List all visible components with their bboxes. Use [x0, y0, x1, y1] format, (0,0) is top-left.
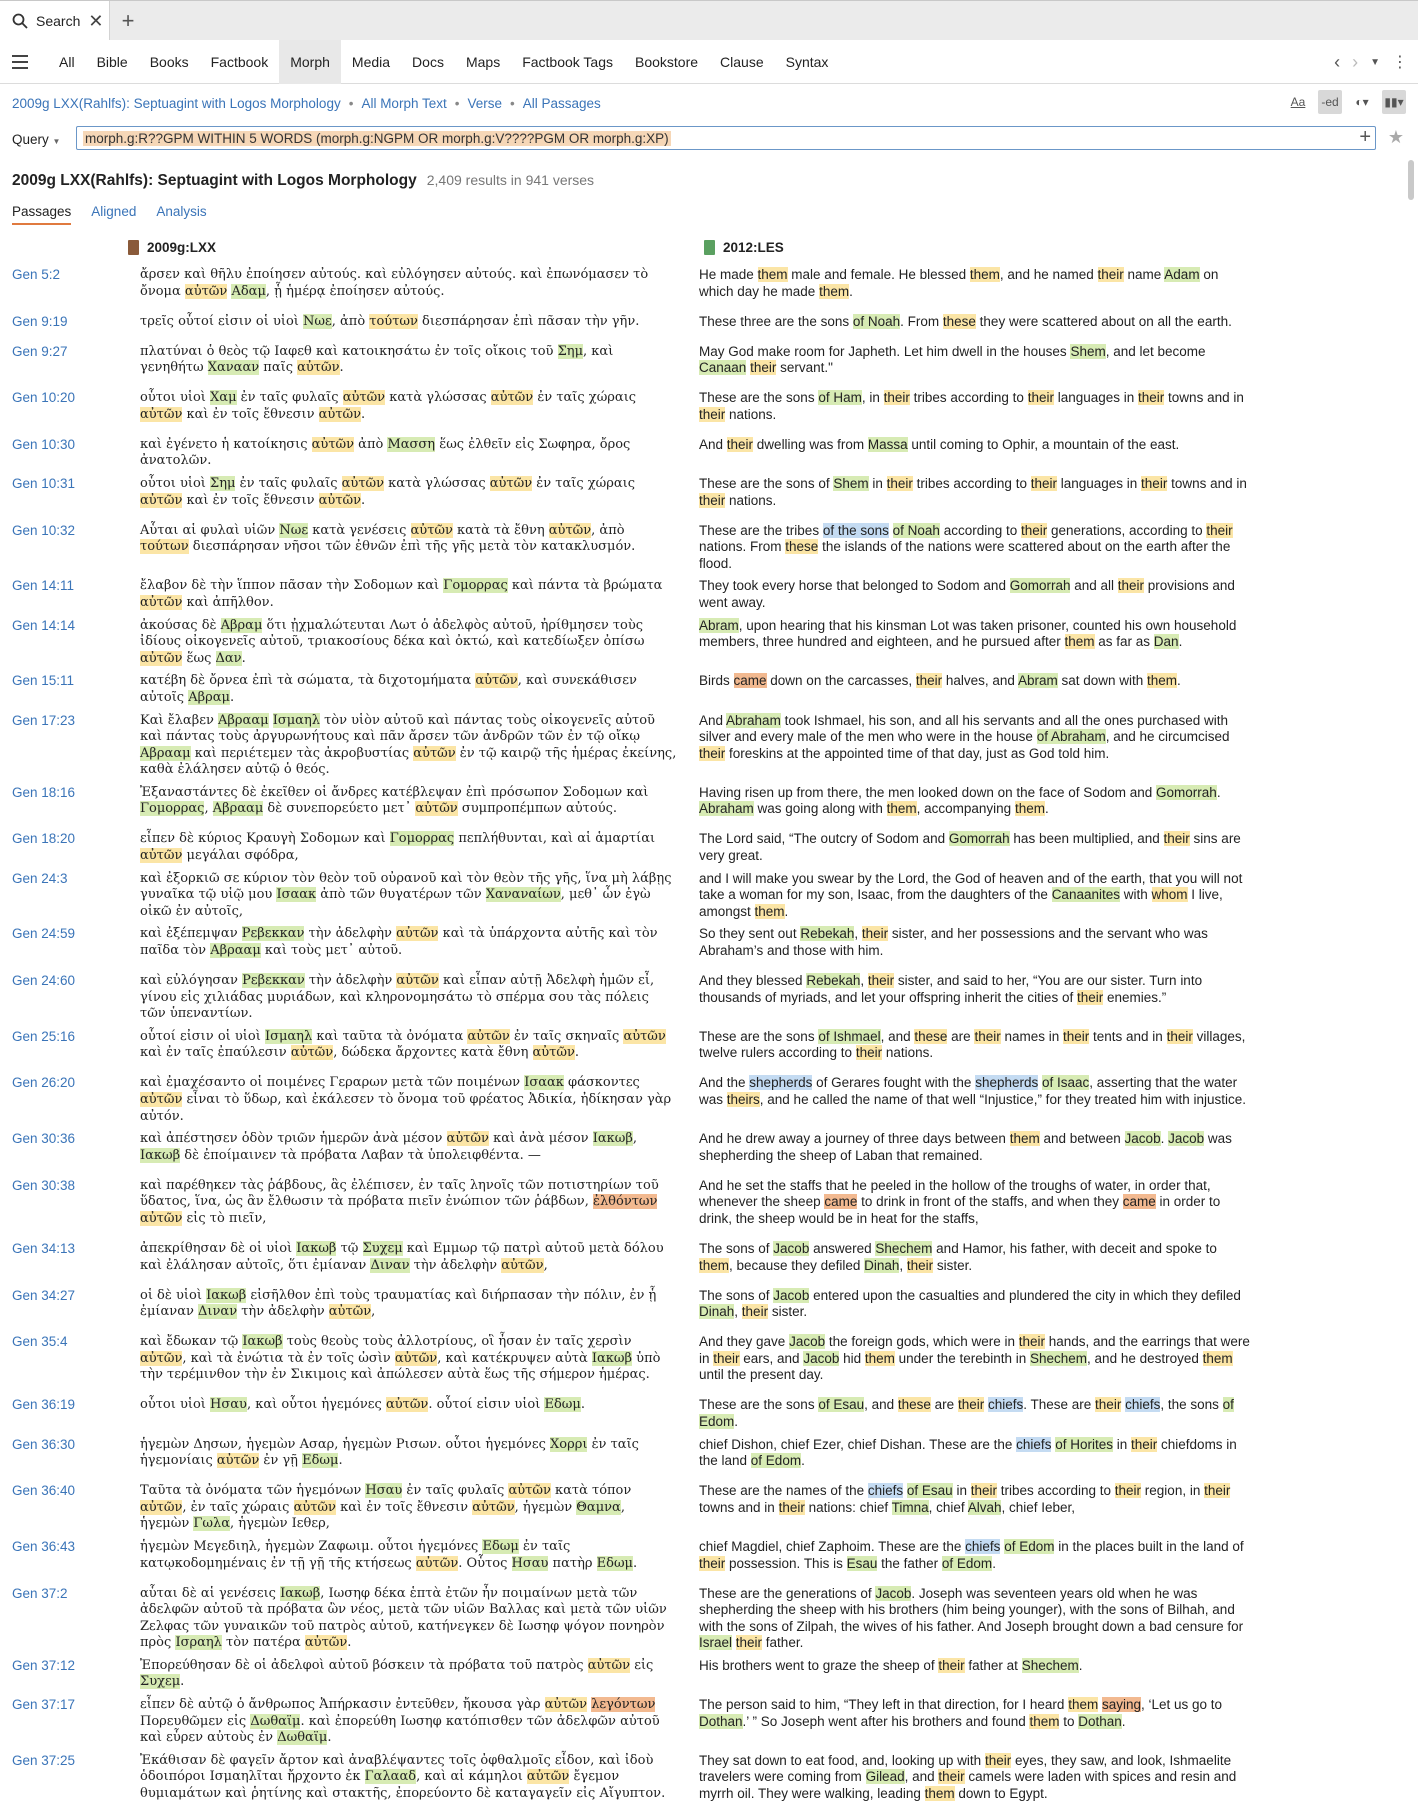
lxx-verse-text[interactable]: εἶπεν δὲ αὐτῷ ὁ ἄνθρωπος Ἀπήρκασιν ἐντεῦθεν, ἤκουσα γὰρ αὐτῶν λεγόντων Πορευθῶμεν εἰς Δωθαϊμ. καὶ ἐπορεύθη Ιωσηφ κατόπισθεν τῶν ἀδελφῶν αὐτοῦ καὶ εὗρεν αὐτοὺς ἐν Δωθαϊμ. [140, 1697, 660, 1746]
verse-reference-link[interactable]: Gen 5:2 [12, 267, 61, 282]
verse-reference-link[interactable]: Gen 34:27 [12, 1287, 76, 1303]
lxx-verse-text[interactable]: Ταῦτα τὰ ὀνόματα τῶν ἡγεμόνων Ησαυ ἐν ταῖς φυλαῖς αὐτῶν κατὰ τόπον αὐτῶν, ἐν ταῖς χώραις αὐτῶν καὶ ἐν τοῖς ἔθνεσιν αὐτῶν, ἡγεμὼν Θαμνα, ἡγεμὼν Γωλα, ἡγεμὼν Ιεθερ, [140, 1483, 632, 1532]
lxx-verse-text[interactable]: καὶ ἐμαχέσαντο οἱ ποιμένες Γεραρων μετὰ τῶν ποιμένων Ισαακ φάσκοντες αὐτῶν εἶναι τὸ ὕδωρ, καὶ ἐκάλεσεν τὸ ὄνομα τοῦ φρέατος Ἀδικία, ἠδίκησαν γὰρ αὐτόν. [140, 1075, 672, 1124]
verse-reference-link[interactable]: Gen 18:16 [12, 784, 76, 800]
query-text: morph.g:R??GPM WITHIN 5 WORDS (morph.g:NGPM OR morph.g:V????PGM OR morph.g:XP) [85, 130, 669, 146]
les-verse-text[interactable]: The sons of Jacob entered upon the casualties and plundered the city in which they defiled Dinah, their sister. [699, 1287, 1241, 1320]
table-row [0, 341, 1418, 388]
lxx-verse-text[interactable]: οὗτοι υἱοὶ Χαμ ἐν ταῖς φυλαῖς αὐτῶν κατὰ γλώσσας αὐτῶν ἐν ταῖς χώραις αὐτῶν καὶ ἐν τοῖς ἔθνεσιν αὐτῶν. [140, 390, 637, 422]
table-row [0, 1694, 1418, 1750]
table-row [0, 923, 1418, 970]
lxx-verse-text[interactable]: ἄρσεν καὶ θῆλυ ἐποίησεν αὐτούς. καὶ εὐλόγησεν αὐτούς. καὶ ἐπωνόμασεν τὸ ὄνομα αὐτῶν Αδαμ, ᾗ ἡμέρᾳ ἐποίησεν αὐτούς. [140, 267, 649, 299]
verse-reference-link[interactable]: Gen 10:30 [12, 436, 76, 452]
table-row [0, 1655, 1418, 1694]
back-icon[interactable]: ‹ [1334, 51, 1341, 72]
lxx-verse-text[interactable]: ἡγεμὼν Δησων, ἡγεμὼν Ασαρ, ἡγεμὼν Ρισων. οὗτοι ἡγεμόνες Χορρι ἐν ταῖς ἡγεμονίαις αὐτῶν ἐν γῇ Εδωμ. [140, 1436, 639, 1469]
les-verse-text[interactable]: chief Dishon, chief Ezer, chief Dishan. These are the chiefs of Horites in their chiefdoms in the land of Edom. [699, 1436, 1237, 1469]
nav-factbook-tags[interactable]: Factbook Tags [522, 53, 613, 70]
verse-reference-link[interactable]: Gen 30:36 [12, 1131, 76, 1147]
lxx-verse-text[interactable]: οὗτοι υἱοὶ Ησαυ, καὶ οὗτοι ἡγεμόνες αὐτῶν. οὗτοί εἰσιν υἱοὶ Εδωμ. [140, 1397, 585, 1413]
verse-reference-link[interactable]: Gen 25:16 [12, 1028, 76, 1044]
table-row [0, 1026, 1418, 1073]
les-verse-text[interactable]: and I will make you swear by the Lord, the God of heaven and of the earth, that you will not take a woman for my son, Isaac, from the daughters of the Canaanites with whom I live, amongst them. [699, 870, 1243, 919]
les-verse-text[interactable]: These are the sons of Esau, and these are their chiefs. These are their chiefs, the sons of Edom. [699, 1397, 1234, 1429]
lxx-verse-text[interactable]: καὶ ἐξορκιῶ σε κύριον τὸν θεὸν τοῦ οὐρανοῦ καὶ τὸν θεὸν τῆς γῆς, ἵνα μὴ λάβῃς γυναῖκα τῷ υἱῷ μου Ισαακ ἀπὸ τῶν θυγατέρων τῶν Χαναναίων, μεθ᾿ ὧν ἐγὼ οἰκῶ ἐν αὐτοῖς, [140, 870, 672, 919]
lxx-verse-text[interactable]: καὶ παρέθηκεν τὰς ῥάβδους, ἃς ἐλέπισεν, ἐν ταῖς ληνοῖς τῶν ποτιστηρίων τοῦ ὕδατος, ἵνα, ὡς ἂν ἔλθωσιν τὰ πρόβατα πιεῖν ἐνώπιον τῶν ῥάβδων, ἐλθόντων αὐτῶν εἰς τὸ πιεῖν, [140, 1177, 659, 1226]
lxx-verse-text[interactable]: Αὗται αἱ φυλαὶ υἱῶν Νωε κατὰ γενέσεις αὐτῶν κατὰ τὰ ἔθνη αὐτῶν, ἀπὸ τούτων διεσπάρησαν νῆσοι τῶν ἐθνῶν ἐπὶ τῆς γῆς μετὰ τὸν κατακλυσμόν. [140, 522, 636, 555]
table-row [0, 828, 1418, 867]
table-row [0, 520, 1418, 576]
tab-analysis[interactable]: Analysis [156, 204, 207, 219]
les-verse-text[interactable]: The person said to him, “They left in that direction, for I heard them saying, ‘Let us go to Dothan.’ ” So Joseph went after his brothers and found them to Dothan. [699, 1697, 1223, 1729]
verse-reference-link[interactable]: Gen 37:2 [12, 1585, 68, 1601]
nav-morph[interactable]: Morph [279, 40, 341, 84]
tab-search[interactable] [0, 1, 110, 40]
results-header [0, 156, 1418, 204]
les-verse-text[interactable]: These are the tribes of the sons of Noah according to their generations, according to their nations. From these the islands of the nations were scattered about on the earth after the flood. [699, 522, 1233, 571]
crumb-resource[interactable]: 2009g LXX(Rahlfs): Septuagint with Logos Morphology [12, 95, 341, 111]
column-lxx[interactable] [128, 240, 216, 255]
table-row [0, 1331, 1418, 1394]
verse-reference-link[interactable]: Gen 14:14 [12, 617, 76, 633]
les-verse-text[interactable]: Abram, upon hearing that his kinsman Lot was taken prisoner, counted his own household members, three hundred and eighteen, and he pursued after them as far as Dan. [699, 617, 1237, 650]
verse-reference-link[interactable]: Gen 24:3 [12, 870, 68, 886]
les-verse-text[interactable]: So they sent out Rebekah, their sister, and her possessions and the servant who was Abraham’s and those with him. [699, 926, 1208, 959]
table-row [0, 1434, 1418, 1481]
les-verse-text[interactable]: And Abraham took Ishmael, his son, and all his servants and all the ones purchased with silver and every male of the men who were in the house of Abraham, and he circumcised their foreskins at the appointed time of that day, just as God told him. [699, 712, 1230, 761]
results-count: 2,409 results in 941 verses [426, 172, 595, 188]
les-verse-text[interactable]: The Lord said, “The outcry of Sodom and Gomorrah has been multiplied, and their sins are very great. [699, 831, 1241, 864]
table-row [0, 1285, 1418, 1332]
crumb-morph-text[interactable]: All Morph Text [361, 95, 447, 111]
crumb-passages[interactable]: All Passages [522, 95, 601, 111]
les-verse-text[interactable]: And their dwelling was from Massa until coming to Ophir, a mountain of the east. [699, 436, 1180, 452]
column-headers [0, 234, 1418, 264]
les-verse-text[interactable]: These are the generations of Jacob. Joseph was seventeen years old when he was shepherding the sheep with his brothers (him being younger), with the sons of Bilhah, and with the sons of Zilpah, the wives of his father. And Joseph brought down a bad censure for Israel their father. [699, 1585, 1244, 1651]
les-verse-text[interactable]: The sons of Jacob answered Shechem and Hamor, his father, with deceit and spoke to them, because they defiled Dinah, their sister. [699, 1240, 1217, 1273]
nav-syntax[interactable]: Syntax [785, 53, 829, 70]
verse-reference-link[interactable]: Gen 36:30 [12, 1436, 76, 1452]
les-verse-text[interactable]: These are the sons of Ishmael, and these are their names in their tents and in their villages, twelve rulers according to their nations. [699, 1028, 1246, 1061]
table-row [0, 264, 1418, 311]
table-row [0, 1072, 1418, 1128]
tab-label: Search [36, 12, 81, 29]
breadcrumb [0, 84, 1418, 122]
lxx-verse-text[interactable]: ἔλαβον δὲ τὴν ἵππον πᾶσαν τὴν Σοδομων καὶ Γομορρας καὶ πάντα τὰ βρώματα αὐτῶν καὶ ἀπῆλθον. [140, 578, 663, 610]
lxx-verse-text[interactable]: ἀπεκρίθησαν δὲ οἱ υἱοὶ Ιακωβ τῷ Συχεμ καὶ Εμμωρ τῷ πατρὶ αὐτοῦ μετὰ δόλου καὶ ἐλάλησαν αὐτοῖς, ὅτι ἐμίαναν Διναν τὴν ἀδελφὴν αὐτῶν, [140, 1240, 664, 1273]
tab-passages[interactable]: Passages [12, 204, 71, 225]
lxx-verse-text[interactable]: καὶ ἔδωκαν τῷ Ιακωβ τοὺς θεοὺς τοὺς ἀλλοτρίους, οἳ ἦσαν ἐν ταῖς χερσὶν αὐτῶν, καὶ τὰ ἐνώτια τὰ ἐν τοῖς ὠσὶν αὐτῶν, καὶ κατέκρυψεν αὐτὰ Ιακωβ ὑπὸ τὴν τερέμινθον τὴν ἐν Σικιμοις καὶ ἀπώλεσεν αὐτὰ ἕως τῆς σήμερον ἡμέρας. [140, 1334, 661, 1383]
les-verse-text[interactable]: Birds came down on the carcasses, their halves, and Abram sat down with them. [699, 673, 1181, 689]
view-tabs [0, 204, 1418, 234]
les-verse-text[interactable]: And the shepherds of Gerares fought with the shepherds of Isaac, asserting that the water was theirs, and he called the name of that well “Injustice,” for they treated him with injustice. [699, 1075, 1247, 1107]
table-row [0, 670, 1418, 709]
inflection-button[interactable]: -ed [1318, 90, 1342, 114]
nav-clause[interactable]: Clause [720, 53, 764, 70]
table-row [0, 434, 1418, 473]
les-verse-text[interactable]: They sat down to eat food, and, looking up with their eyes, they saw, and look, Ishmaelite travelers were coming from Gilead, and their camels were laden with spices and resin and myrrh oil. They were walking, leading them down to Egypt. [699, 1752, 1237, 1802]
nav-bookstore[interactable]: Bookstore [634, 53, 699, 70]
results-list [0, 264, 1418, 1813]
lxx-verse-text[interactable]: πλατύναι ὁ θεὸς τῷ Ιαφεθ καὶ κατοικησάτω ἐν τοῖς οἴκοις τοῦ Σημ, καὶ γενηθήτω Χανααν παῖς αὐτῶν. [140, 343, 614, 376]
lxx-verse-text[interactable]: οἱ δὲ υἱοὶ Ιακωβ εἰσῆλθον ἐπὶ τοὺς τραυματίας καὶ διήρπασαν τὴν πόλιν, ἐν ᾗ ἐμίαναν Διναν τὴν ἀδελφὴν αὐτῶν, [140, 1287, 657, 1320]
verse-reference-link[interactable]: Gen 34:13 [12, 1240, 76, 1256]
table-row [0, 1480, 1418, 1536]
les-verse-text[interactable]: These are the names of the chiefs of Esau in their tribes according to their region, in their towns and in their nations: chief Timna, chief Alvah, chief Ieber, [699, 1483, 1231, 1515]
verse-reference-link[interactable]: Gen 26:20 [12, 1075, 76, 1091]
table-row [0, 1128, 1418, 1175]
verse-reference-link[interactable]: Gen 9:19 [12, 313, 68, 329]
nav-factbook[interactable]: Factbook [210, 53, 269, 70]
les-verse-text[interactable]: And he drew away a journey of three days between them and between Jacob. Jacob was shepherding the sheep of Laban that remained. [699, 1131, 1232, 1163]
book-icon [128, 240, 139, 255]
display-options [1286, 90, 1406, 114]
table-row [0, 868, 1418, 924]
lxx-verse-text[interactable]: οὗτοί εἰσιν οἱ υἱοὶ Ισμαηλ καὶ ταῦτα τὰ ὀνόματα αὐτῶν ἐν ταῖς σκηναῖς αὐτῶν καὶ ἐν ταῖς ἐπαύλεσιν αὐτῶν, δώδεκα ἄρχοντες κατὰ ἔθνη αὐτῶν. [140, 1028, 666, 1061]
query-input[interactable] [76, 126, 1376, 150]
table-row [0, 575, 1418, 614]
table-row [0, 710, 1418, 782]
lxx-verse-text[interactable]: καὶ ἐξέπεμψαν Ρεβεκκαν τὴν ἀδελφὴν αὐτῶν καὶ τὰ ὑπάρχοντα αὐτῆς καὶ τὸν παῖδα τὸν Αβρααμ καὶ τοὺς μετ᾿ αὐτοῦ. [140, 926, 658, 959]
verse-reference-link[interactable]: Gen 30:38 [12, 1177, 76, 1193]
lxx-verse-text[interactable]: κατέβη δὲ ὄρνεα ἐπὶ τὰ σώματα, τὰ διχοτομήματα αὐτῶν, καὶ συνεκάθισεν αὐτοῖς Αβραμ. [140, 673, 637, 705]
les-verse-text[interactable]: And they blessed Rebekah, their sister, and said to her, “You are our sister. Turn into thousands of myriads, and let your offspring inherit the cities of their enemies.” [699, 973, 1203, 1005]
crumb-separator: • [510, 95, 515, 111]
table-row [0, 1394, 1418, 1433]
search-kind-nav [0, 40, 1418, 84]
table-row [0, 311, 1418, 341]
les-verse-text[interactable]: These are the sons of Ham, in their tribes according to their languages in their towns and in their nations. [699, 390, 1244, 422]
query-row [0, 122, 1418, 156]
lxx-verse-text[interactable]: εἶπεν δὲ κύριος Κραυγὴ Σοδομων καὶ Γομορρας πεπλήθυνται, καὶ αἱ ἁμαρτίαι αὐτῶν μεγάλαι σφόδρα, [140, 831, 656, 864]
verse-reference-link[interactable]: Gen 36:43 [12, 1538, 76, 1554]
visual-filter-icon[interactable]: ◐▾ [1355, 95, 1369, 109]
verse-reference-link[interactable]: Gen 17:23 [12, 712, 76, 728]
tab-aligned[interactable]: Aligned [91, 204, 137, 219]
verse-reference-link[interactable]: Gen 35:4 [12, 1334, 68, 1350]
les-verse-text[interactable]: chief Magdiel, chief Zaphoim. These are the chiefs of Edom in the places built in the land of their possession. This is Esau the father of Edom. [699, 1538, 1244, 1571]
les-verse-text[interactable]: And they gave Jacob the foreign gods, which were in their hands, and the earrings that were in their ears, and Jacob hid them under the terebinth in Shechem, and he destroyed them until the present day. [699, 1334, 1250, 1383]
verse-reference-link[interactable]: Gen 37:25 [12, 1752, 76, 1768]
nav-media[interactable]: Media [351, 53, 391, 70]
book-icon [704, 240, 715, 255]
lxx-verse-text[interactable]: Ἐπορεύθησαν δὲ οἱ ἀδελφοὶ αὐτοῦ βόσκειν τὰ πρόβατα τοῦ πατρὸς αὐτῶν εἰς Συχεμ. [140, 1657, 654, 1690]
crumb-separator: • [454, 95, 460, 111]
column-les[interactable] [704, 240, 784, 255]
verse-reference-link[interactable]: Gen 37:12 [12, 1657, 76, 1673]
lxx-verse-text[interactable]: ἡγεμὼν Μεγεδιηλ, ἡγεμὼν Ζαφωιμ. οὗτοι ἡγεμόνες Εδωμ ἐν ταῖς κατῳκοδομημέναις ἐν τῇ γῇ τῆς κτήσεως αὐτῶν. Οὗτος Ησαυ πατὴρ Εδωμ. [140, 1538, 638, 1571]
les-verse-text[interactable]: They took every horse that belonged to Sodom and Gomorrah and all their provisions and went away. [699, 578, 1235, 610]
star-icon[interactable]: ★ [1387, 127, 1404, 147]
table-row [0, 615, 1418, 671]
results-title: 2009g LXX(Rahlfs): Septuagint with Logos Morphology [12, 172, 417, 189]
lxx-verse-text[interactable]: καὶ εὐλόγησαν Ρεβεκκαν τὴν ἀδελφὴν αὐτῶν καὶ εἶπαν αὐτῇ Ἀδελφὴ ἡμῶν εἶ, γίνου εἰς χιλιάδας μυριάδων, καὶ κληρονομησάτω τὸ σπέρμα σου τὰς πόλεις τῶν ὑπεναντίων. [140, 973, 655, 1022]
table-row [0, 1175, 1418, 1238]
tab-bar [0, 0, 1418, 40]
les-verse-text[interactable]: These three are the sons of Noah. From these they were scattered about on all the earth. [699, 313, 1232, 329]
table-row [0, 1750, 1418, 1813]
lxx-verse-text[interactable]: οὗτοι υἱοὶ Σημ ἐν ταῖς φυλαῖς αὐτῶν κατὰ γλώσσας αὐτῶν ἐν ταῖς χώραις αὐτῶν καὶ ἐν τοῖς ἔθνεσιν αὐτῶν. [140, 475, 636, 508]
forward-icon[interactable]: › [1352, 51, 1359, 72]
table-row [0, 782, 1418, 829]
lxx-verse-text[interactable]: καὶ ἐγένετο ἡ κατοίκησις αὐτῶν ἀπὸ Μασση ἕως ἐλθεῖν εἰς Σωφηρα, ὄρος ἀνατολῶν. [140, 436, 631, 469]
chevron-down-icon: ▼ [52, 136, 61, 146]
lxx-verse-text[interactable]: ἀκούσας δὲ Αβραμ ὅτι ᾐχμαλώτευται Λωτ ὁ ἀδελφὸς αὐτοῦ, ἠρίθμησεν τοὺς ἰδίους οἰκογενεῖς αὐτοῦ, τριακοσίους δέκα καὶ ὀκτώ, καὶ κατεδίωξεν ὀπίσω αὐτῶν ἕως Δαν. [140, 617, 645, 666]
query-label: Query [12, 131, 49, 147]
verse-reference-link[interactable]: Gen 37:17 [12, 1697, 76, 1713]
verse-reference-link[interactable]: Gen 36:19 [12, 1397, 76, 1413]
column-lxx-label: 2009g:LXX [147, 240, 217, 255]
lxx-verse-text[interactable]: καὶ ἀπέστησεν ὁδὸν τριῶν ἡμερῶν ἀνὰ μέσον αὐτῶν καὶ ἀνὰ μέσον Ιακωβ, Ιακωβ δὲ ἐποίμαινεν τὰ πρόβατα Λαβαν τὰ ὑπολειφθέντα. — [140, 1131, 638, 1163]
table-row [0, 473, 1418, 520]
nav-docs[interactable]: Docs [412, 53, 444, 70]
search-icon [12, 13, 28, 29]
verse-reference-link[interactable]: Gen 10:32 [12, 522, 76, 538]
verse-reference-link[interactable]: Gen 18:20 [12, 831, 76, 847]
add-query-icon[interactable]: + [1359, 126, 1371, 148]
verse-reference-link[interactable]: Gen 9:27 [12, 343, 68, 359]
table-row [0, 387, 1418, 434]
verse-reference-link[interactable]: Gen 36:40 [12, 1483, 76, 1499]
font-size-button[interactable]: Aa [1290, 95, 1306, 109]
les-verse-text[interactable]: Having risen up from there, the men looked down on the face of Sodom and Gomorrah. Abraham was going along with them, accompanying them. [699, 784, 1221, 817]
layout-icon[interactable]: ▮▮▾ [1382, 90, 1406, 114]
les-verse-text[interactable]: And he set the staffs that he peeled in the hollow of the troughs of water, in order that, whenever the sheep came to drink in front of the staffs, and when they came in order to drink, the sheep would be in heat for the staffs, [699, 1177, 1221, 1226]
table-row [0, 1583, 1418, 1655]
verse-reference-link[interactable]: Gen 24:59 [12, 926, 76, 942]
table-row [0, 970, 1418, 1026]
nav-controls [1334, 40, 1408, 84]
les-verse-text[interactable]: These are the sons of Shem in their tribes according to their languages in their towns and in their nations. [699, 475, 1247, 508]
lxx-verse-text[interactable]: αὗται δὲ αἱ γενέσεις Ιακωβ, Ιωσηφ δέκα ἑπτὰ ἐτῶν ἦν ποιμαίνων μετὰ τῶν ἀδελφῶν αὐτοῦ τὰ πρόβατα ὢν νέος, μετὰ τῶν υἱῶν Βαλλας καὶ μετὰ τῶν υἱῶν Ζελφας τῶν γυναικῶν τοῦ πατρὸς αὐτοῦ, κατήνεγκεν δὲ Ιωσηφ ψόγον πονηρὸν πρὸς Ισραηλ τὸν πατέρα αὐτῶν. [140, 1585, 667, 1651]
table-row [0, 1536, 1418, 1583]
les-verse-text[interactable]: He made them male and female. He blessed them, and he named their name Adam on which day he made them. [699, 267, 1219, 299]
history-dropdown-icon[interactable]: ▼ [1370, 56, 1380, 68]
lxx-verse-text[interactable]: τρεῖς οὗτοί εἰσιν οἱ υἱοὶ Νωε, ἀπὸ τούτων διεσπάρησαν ἐπὶ πᾶσαν τὴν γῆν. [140, 313, 640, 329]
column-les-label: 2012:LES [723, 240, 784, 255]
scrollbar[interactable] [1408, 160, 1414, 200]
nav-all[interactable]: All [59, 53, 75, 70]
lxx-verse-text[interactable]: Καὶ ἔλαβεν Αβρααμ Ισμαηλ τὸν υἱὸν αὐτοῦ καὶ πάντας τοὺς οἰκογενεῖς αὐτοῦ καὶ πάντας τοὺς ἀργυρωνήτους καὶ πᾶν ἄρσεν τῶν ἀνδρῶν τῶν ἐν τῷ οἴκῳ Αβρααμ καὶ περιέτεμεν τὰς ἀκροβυστίας αὐτῶν ἐν τῷ καιρῷ τῆς ἡμέρας ἐκείνης, καθὰ ἐλάλησεν αὐτῷ ὁ θεός. [140, 712, 677, 778]
verse-reference-link[interactable]: Gen 10:31 [12, 475, 76, 491]
verse-reference-link[interactable]: Gen 15:11 [12, 673, 75, 689]
lxx-verse-text[interactable]: Ἐκάθισαν δὲ φαγεῖν ἄρτον καὶ ἀναβλέψαντες τοῖς ὀφθαλμοῖς εἶδον, καὶ ἰδοὺ ὁδοιπόροι Ισμαηλῖται ἤρχοντο ἐκ Γαλααδ, καὶ αἱ κάμηλοι αὐτῶν ἔγεμον θυμιαμάτων καὶ ῥητίνης καὶ στακτῆς, ἐπορεύοντο δὲ καταγαγεῖν εἰς Αἴγυπτον. [140, 1752, 666, 1802]
table-row [0, 1238, 1418, 1285]
query-type-dropdown[interactable] [12, 132, 76, 147]
nav-maps[interactable]: Maps [465, 53, 501, 70]
crumb-verse[interactable]: Verse [467, 95, 502, 111]
les-verse-text[interactable]: May God make room for Japheth. Let him dwell in the houses Shem, and let become Canaan their servant." [699, 343, 1206, 376]
verse-reference-link[interactable]: Gen 10:20 [12, 390, 76, 406]
crumb-separator: • [348, 95, 354, 111]
menu-icon[interactable] [12, 55, 28, 69]
new-tab-button[interactable]: + [121, 7, 135, 33]
les-verse-text[interactable]: His brothers went to graze the sheep of their father at Shechem. [699, 1657, 1083, 1673]
nav-bible[interactable]: Bible [96, 53, 128, 70]
lxx-verse-text[interactable]: Ἐξαναστάντες δὲ ἐκεῖθεν οἱ ἄνδρες κατέβλεψαν ἐπὶ πρόσωπον Σοδομων καὶ Γομορρας, Αβρααμ δὲ συνεπορεύετο μετ᾿ αὐτῶν συμπροπέμπων αὐτούς. [140, 784, 649, 817]
verse-reference-link[interactable]: Gen 14:11 [12, 578, 75, 594]
nav-books[interactable]: Books [149, 53, 189, 70]
verse-reference-link[interactable]: Gen 24:60 [12, 973, 76, 989]
more-icon[interactable]: ⋮ [1392, 54, 1408, 71]
close-icon[interactable]: ✕ [88, 10, 104, 31]
